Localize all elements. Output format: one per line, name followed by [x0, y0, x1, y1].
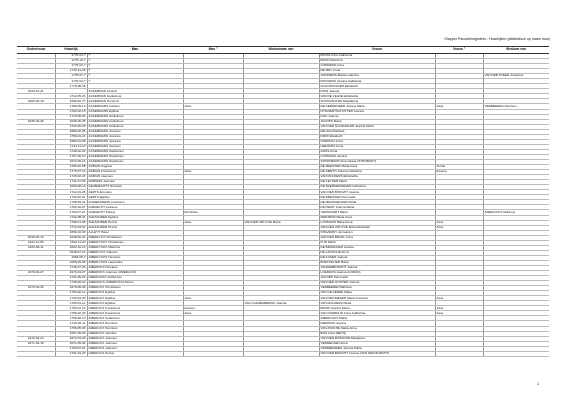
cell-man: ALEXANDER Egidius	[87, 215, 183, 220]
cell-weduwnaar	[243, 351, 319, 356]
cell-vrouw: VAN DE PERRE Maria	[319, 291, 435, 296]
cell-ondertrouw: 1629-10-21	[17, 89, 55, 94]
cell-huwelijk: 1776-04-?	[55, 79, 87, 84]
cell-huwelijk: 1768-10-30	[55, 311, 87, 316]
cell-ondertrouw: 1635-04-29	[17, 119, 55, 124]
cell-vrouw: KEYAERT Joanna Maria	[319, 205, 435, 210]
cell-man: ACKERMANS Carolus	[87, 104, 183, 109]
cell-vrouw-star: Asse	[435, 311, 483, 316]
cell-vrouw: DE BAERDEMAEKER Catharina	[319, 185, 435, 190]
cell-huwelijk: 1635-06-25	[55, 119, 87, 124]
cell-vrouw: VAN DEN CRUYCE Maria Elizabeth	[319, 225, 435, 230]
cell-man: AMERLYCKX Martinus	[87, 245, 183, 250]
cell-vrouw: DE BRECKER Petronella	[319, 195, 435, 200]
cell-vrouw-star: Asse	[435, 296, 483, 301]
cell-man: AMERLICX Egidius	[87, 291, 183, 296]
table-header-row	[17, 47, 549, 54]
cell-weduwe: VERBEEREN Henricus	[483, 104, 549, 109]
cell-huwelijk: 1680-02-??	[55, 99, 87, 104]
cell-vrouw: VAN DER BORGHT Joanna (VAN DER BURCHT)	[319, 351, 435, 356]
cell-vrouw: VERMEERSEN Joanna Maria	[319, 346, 435, 351]
cell-man: ACKERMANS Joannes	[87, 129, 183, 134]
cell-huwelijk: 1670-05-06	[55, 286, 87, 291]
cell-man: AMERLICX Petrus	[87, 351, 183, 356]
cell-man: AMERLYCX Christianus	[87, 235, 183, 240]
column-header-vrouw[interactable]: Vrouw	[319, 47, 435, 54]
cell-vrouw: BOETSELIER Maria	[319, 260, 435, 265]
page-number: 1	[537, 382, 539, 386]
table-body	[17, 54, 549, 357]
cell-vrouw-star: Asse	[435, 104, 483, 109]
cell-man: ALBRECHT Joannes	[87, 205, 183, 210]
cell-vrouw: D'HANENTSCHUTTER Joanna	[319, 109, 435, 114]
cell-vrouw: BOOM Joanna Maria	[319, 306, 435, 311]
cell-man: ACKERMANS Joannes	[87, 139, 183, 144]
cell-vrouw: JACOPS Maria	[319, 119, 435, 124]
cell-huwelijk: 1665-06-05	[55, 260, 87, 265]
cell-ondertrouw	[17, 351, 55, 356]
cell-vrouw-star	[435, 351, 483, 356]
cell-vrouw: VAN ASSCHE Maria Anna	[319, 326, 435, 331]
cell-huwelijk: 1742-08-31	[55, 215, 87, 220]
cell-man-star: Merchtem	[183, 210, 243, 215]
cell-man: ADRIAN Angelus	[87, 165, 183, 170]
cell-man: ?	[87, 74, 183, 79]
cell-vrouw: VAN DEN BRUEL Anna	[319, 235, 435, 240]
cell-man: AMERLICX Henricus	[87, 321, 183, 326]
cell-huwelijk: 1672-03-20	[55, 336, 87, 341]
cell-man: ?	[87, 64, 183, 69]
cell-vrouw: ROOSENS Joanna Catharina	[319, 79, 435, 84]
cell-man: ACKERMAN Guilielmus	[87, 94, 183, 99]
cell-huwelijk: 1671-05-02	[55, 341, 87, 346]
cell-huwelijk: 1733-05-29	[55, 124, 87, 129]
cell-man: ACKERMANS Stephanus	[87, 149, 183, 154]
cell-huwelijk: 1712-05-26	[55, 94, 87, 99]
cell-huwelijk: 1697-05-20	[55, 331, 87, 336]
cell-man-star: Asse	[183, 220, 243, 225]
column-header-vrouw-star[interactable]: Vrouw °	[435, 47, 483, 54]
cell-ondertrouw: 1679-04-27	[17, 271, 55, 276]
cell-huwelijk: 1766-10-07	[55, 205, 87, 210]
cell-huwelijk: 1780-09-19	[55, 104, 87, 109]
cell-vrouw: VERMEULEN Anna	[319, 341, 435, 346]
cell-huwelijk: 1775-04-?	[55, 54, 87, 59]
cell-man-star: Asse	[183, 311, 243, 316]
cell-huwelijk: 1762-07-21	[55, 210, 87, 215]
cell-man: AMERICKX Nicolaus	[87, 265, 183, 270]
cell-man: ACKERMANS Guilielmus	[87, 124, 183, 129]
cell-huwelijk: 1669-08-18	[55, 185, 87, 190]
cell-vrouw-star: Asse	[435, 306, 483, 311]
cell-man: ACKERMAN Henricus	[87, 99, 183, 104]
cell-vrouw: FIJN Maria	[319, 240, 435, 245]
cell-man: AMERLICX Christianus	[87, 286, 183, 291]
column-header-weduwnaar[interactable]: Weduwnaar van	[243, 47, 319, 54]
cell-weduwe	[483, 351, 549, 356]
cell-huwelijk: 1759-04-24	[55, 134, 87, 139]
cell-vrouw: STROOBANT Ermentiana (STROBANT)	[319, 159, 435, 164]
cell-vrouw: BIJS Anna (BEYS)	[319, 331, 435, 336]
cell-vrouw: VAN MULDERS Maria	[319, 301, 435, 306]
cell-vrouw: VAN DER SLAGMOLEN Joanna Maria	[319, 124, 435, 129]
table-row	[17, 351, 549, 356]
cell-vrouw: NUG Joanna	[319, 114, 435, 119]
cell-huwelijk: 1732-02-01	[55, 195, 87, 200]
cell-huwelijk: 1745-07-03	[55, 265, 87, 270]
cell-vrouw: STERCKX Anna	[319, 139, 435, 144]
cell-man: ACKERMANS Guilielmus	[87, 119, 183, 124]
cell-man: AMERLICX Jacobus	[87, 331, 183, 336]
cell-man: ?	[87, 54, 183, 59]
column-header-huwelijk[interactable]: Huwelijk	[55, 47, 87, 54]
cell-man: ?	[87, 79, 183, 84]
cell-huwelijk: 1756-05-03	[55, 326, 87, 331]
cell-man: ACKERMAN Amand	[87, 89, 183, 94]
cell-vrouw: DION Joanna	[319, 89, 435, 94]
column-header-ondertrouw[interactable]: Ondertrouw	[17, 47, 55, 54]
cell-man: AMERICKX Joannes (AMERLICX)	[87, 271, 183, 276]
cell-man: ?	[87, 59, 183, 64]
cell-huwelijk: 1776-02-?	[55, 64, 87, 69]
cell-vrouw: DE KUSER Joanna	[319, 255, 435, 260]
cell-vrouw: LOEMANS Joanna (LOMAN)	[319, 271, 435, 276]
column-header-weduwe[interactable]: Weduwe van	[483, 47, 549, 54]
cell-ondertrouw: 1672-02-24	[17, 336, 55, 341]
cell-vrouw: LOOMANS Joanna	[319, 154, 435, 159]
cell-vrouw: MERTENS Maria Anna	[319, 215, 435, 220]
cell-huwelijk: 1743-04-30	[55, 296, 87, 301]
cell-man: ACKERMANS Joannes	[87, 134, 183, 139]
cell-man-star: Essene	[183, 306, 243, 311]
cell-huwelijk: 1622-11-20	[55, 240, 87, 245]
cell-huwelijk: 1766-02-08	[55, 165, 87, 170]
cell-man: ALLEYT Pieter	[87, 230, 183, 235]
cell-huwelijk: 1650-10-30	[55, 230, 87, 235]
cell-vrouw: VANDERBORGHT Joanna	[319, 265, 435, 270]
cell-vrouw: DE BRUECKER Joanna	[319, 245, 435, 250]
cell-huwelijk: 1683-08-?	[55, 255, 87, 260]
cell-ondertrouw: 1622-06-11	[17, 245, 55, 250]
cell-huwelijk: 1701-01-20	[55, 351, 87, 356]
cell-vrouw: DE MEY Anna	[319, 69, 435, 74]
cell-man: AMERLYCX Judocus	[87, 250, 183, 255]
cell-man: AELBRECHTS Nicolaus	[87, 185, 183, 190]
cell-man: AMERLICX Joannes	[87, 336, 183, 341]
cell-weduwe: VAN DER STEEN Josephus	[483, 74, 549, 79]
cell-huwelijk: 1711-07-06	[55, 180, 87, 185]
cell-man: AERTS Egidius	[87, 195, 183, 200]
cell-huwelijk: 1622-10-16	[55, 245, 87, 250]
cell-huwelijk: 1709-07-21	[55, 346, 87, 351]
cell-vrouw: AMERLICKX Maria	[319, 316, 435, 321]
cell-huwelijk: 1680-01-08	[55, 139, 87, 144]
cell-vrouw-star: Essene	[435, 170, 483, 175]
cell-vrouw: DE SMETH Joanna Catharina	[319, 170, 435, 175]
cell-huwelijk: 1772-03-02	[55, 225, 87, 230]
cell-huwelijk: 1749-02-22	[55, 281, 87, 286]
cell-man: AGNEESSENS Ludovicus	[87, 200, 183, 205]
cell-man: AMERICKX (AMERICKX) Petrus	[87, 281, 183, 286]
cell-man: AMERLICKX Guilielmus	[87, 276, 183, 281]
cell-man: AMERLICX Egidius	[87, 301, 183, 306]
cell-ondertrouw: 1670-04-25	[17, 286, 55, 291]
cell-vrouw: VAN DEN BIESEN Maria Susanna	[319, 296, 435, 301]
cell-man-star	[183, 351, 243, 356]
cell-man: ALEXANDER Petrus	[87, 220, 183, 225]
cell-huwelijk: 1790-04-13	[55, 306, 87, 311]
cell-weduwnaar: VAN DEN CRUYCE Maria	[243, 220, 319, 225]
cell-vrouw-star: Asse	[435, 225, 483, 230]
cell-man: ACKERMANS Stephanus	[87, 159, 183, 164]
column-header-man[interactable]: Man	[87, 47, 183, 54]
cell-huwelijk: 1738-09-16	[55, 200, 87, 205]
cell-vrouw: SLAGHMULDER Elisabeth	[319, 84, 435, 89]
cell-vrouw: VAN MULDERS Elizabetha	[319, 175, 435, 180]
cell-vrouw: VAN DER BORGHT Joanna	[319, 190, 435, 195]
cell-vrouw: LEEMANS Anna	[319, 144, 435, 149]
cell-vrouw: CODRENS Anna	[319, 64, 435, 69]
cell-huwelijk: 1722-04-28	[55, 190, 87, 195]
cell-man: AMERLICX Egidius	[87, 296, 183, 301]
cell-man: AMERLYCKX Christianus	[87, 240, 183, 245]
cell-huwelijk: 1775-08-05	[55, 84, 87, 89]
cell-vrouw: DE NUG Barbara	[319, 129, 435, 134]
cell-man-star: Asse	[183, 296, 243, 301]
cell-huwelijk: 1702-02-15	[55, 109, 87, 114]
cell-man: ACKERMANS Stephanus	[87, 154, 183, 159]
cell-man-star: Asse	[183, 104, 243, 109]
cell-man: ADRIAN Franciscus	[87, 170, 183, 175]
cell-man: AMERLICX Henricus	[87, 326, 183, 331]
cell-huwelijk: 1776-0?-?	[55, 74, 87, 79]
cell-vrouw: DE KEYSER Maria	[319, 180, 435, 185]
cell-man: AMERLICX Judocus	[87, 346, 183, 351]
cell-man: ACKERMANS Joannes	[87, 144, 183, 149]
cell-huwelijk: 1679-04-27	[55, 271, 87, 276]
cell-huwelijk: 1768-11-09	[55, 220, 87, 225]
cell-huwelijk: 1749-02-22	[55, 149, 87, 154]
cell-huwelijk: 1719-02-11	[55, 321, 87, 326]
cell-man: AMERLICX Joannes	[87, 341, 183, 346]
cell-man: ALEXANDER Petrus	[87, 225, 183, 230]
cell-vrouw: VAN DER GOOTEN Joanna	[319, 281, 435, 286]
cell-vrouw-star: Asse	[435, 220, 483, 225]
cell-vrouw-star: Ternat	[435, 165, 483, 170]
cell-vrouw: JANSSENS Maria Ludovica	[319, 74, 435, 79]
cell-ondertrouw: 1648-02-14	[17, 235, 55, 240]
marriage-register-table	[17, 46, 549, 357]
cell-vrouw: BOOM Anna Catharina	[319, 54, 435, 59]
cell-vrouw: DE LAHOOUE Anna	[319, 250, 435, 255]
cell-man: AMERLICX Franciscus	[87, 311, 183, 316]
cell-man: AMERLYCKS Henricus	[87, 255, 183, 260]
cell-vrouw: JACOBS Petronella	[319, 276, 435, 281]
cell-man: AERTS Antonius	[87, 190, 183, 195]
cell-ondertrouw: 1680-02-18	[17, 99, 55, 104]
column-header-man-star[interactable]: Man °	[183, 47, 243, 54]
cell-huwelijk: 1775-12-?	[55, 59, 87, 64]
cell-man: ACKERMANS Egidius	[87, 109, 183, 114]
cell-man: AMERLICX Franciscus	[87, 306, 183, 311]
cell-huwelijk: 1648-02-24	[55, 235, 87, 240]
cell-man: ALBRECHT Paulus	[87, 210, 183, 215]
cell-huwelijk: 1775-07-10	[55, 170, 87, 175]
cell-weduwe: AMERLICKX Martinus	[483, 210, 549, 215]
cell-huwelijk: 1744-11-10	[55, 144, 87, 149]
cell-vrouw: VAN DE VELDE Elizabetha	[319, 94, 435, 99]
cell-huwelijk: 1760-02-12	[55, 291, 87, 296]
cell-man: ADRIANS Joannes	[87, 180, 183, 185]
cell-huwelijk: 1672-06-14	[55, 159, 87, 164]
cell-vrouw: VAN DEN BOSSCHE Margareta	[319, 336, 435, 341]
cell-vrouw: STEVENNY Jennekren	[319, 230, 435, 235]
cell-huwelijk: 1710-06-03	[55, 114, 87, 119]
cell-huwelijk: 1795-01-14	[55, 301, 87, 306]
cell-vrouw: VERHAVERT Maria	[319, 210, 435, 215]
cell-vrouw: VAN OVERDUN Anna Catharina	[319, 311, 435, 316]
cell-vrouw: SCHOONJANS Magdalena	[319, 99, 435, 104]
cell-huwelijk: 1767-02-10	[55, 154, 87, 159]
cell-ondertrouw: 1622-11-06	[17, 240, 55, 245]
cell-vrouw: DE MEESTER Maria Anna	[319, 165, 435, 170]
cell-vrouw: DIERICKS Joanna	[319, 321, 435, 326]
cell-vrouw: BOON Albertina	[319, 59, 435, 64]
cell-huwelijk: 1758-08-10	[55, 316, 87, 321]
cell-vrouw: DIRIX Elisabeth	[319, 134, 435, 139]
cell-huwelijk: 1715-02-23	[55, 175, 87, 180]
cell-man-star: Asse	[183, 170, 243, 175]
cell-vrouw: VERBEEREN Barbara	[319, 286, 435, 291]
cell-vrouw: DE MESMAECKER Maria	[319, 200, 435, 205]
cell-vrouw: DE KEMPENEER Joanna Maria	[319, 104, 435, 109]
cell-man: AMERLICX Guilielmus	[87, 316, 183, 321]
cell-huwelijk: 1686-02-05	[55, 129, 87, 134]
cell-man: ADRIAN Joannes	[87, 175, 183, 180]
cell-huwelijk: 1733-11-28	[55, 69, 87, 74]
cell-vrouw: LOOMANS Maria Anna	[319, 220, 435, 225]
cell-man: ACKERMANS Guilielmus	[87, 114, 183, 119]
cell-weduwnaar: VAN CALMENBERGH Joanna	[243, 301, 319, 306]
cell-ondertrouw: 1671-04-19	[17, 341, 55, 346]
cell-man: ?	[87, 69, 183, 74]
page-title: Klapper Parochieregisters - Huwelijken (alfabetisch op naam man)	[444, 37, 550, 41]
cell-huwelijk: 1648-07-14	[55, 250, 87, 255]
cell-huwelijk: 1741-05-20	[55, 276, 87, 281]
cell-vrouw: ARIJS Anna	[319, 149, 435, 154]
cell-man: AMERLYCKS Laurentius	[87, 260, 183, 265]
